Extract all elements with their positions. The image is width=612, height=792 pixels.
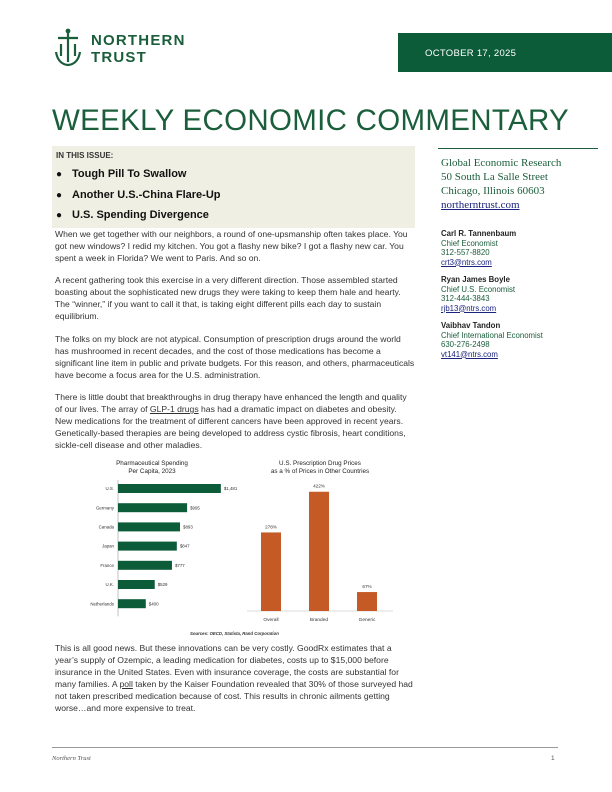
issue-item-label: Tough Pill To Swallow bbox=[72, 168, 187, 180]
data-label: $529 bbox=[157, 582, 168, 588]
logo-text bbox=[91, 32, 186, 66]
bar bbox=[118, 522, 180, 531]
paragraph-text: This is all good news. But these innovations can be very costly. GoodRx estimates that a year’s supply of Ozempic, a leading medication for diabetes, costs up to $15,000 before insurance in the United States. Even with insurance coverage, the costs are substantial for many families. A bbox=[55, 643, 399, 690]
contact-phone: 312-557-8820 bbox=[441, 248, 490, 257]
data-label: $1,481 bbox=[223, 486, 238, 492]
paragraph: A recent gathering took this exercise in a very different direction. Those assembled started boasting about the sophisticated new drugs they were taking to keep them hale and hearty. The “winner,” if you want to call it that, is taking eight different pills each day to sustain equilibrium. bbox=[55, 275, 401, 322]
issue-box bbox=[52, 146, 415, 228]
bar bbox=[118, 561, 172, 570]
bar bbox=[357, 592, 377, 611]
category-label: Japan bbox=[102, 543, 114, 549]
category-label: France bbox=[100, 562, 114, 568]
issue-item[interactable] bbox=[56, 168, 186, 180]
paragraph-text: taken by the Kaiser Foundation revealed that 30% of those surveyed had not taken prescribed medication because of cost. This results in chronic ailments getting worse…and more expensive to treat. bbox=[55, 679, 413, 714]
category-label: U.S. bbox=[105, 486, 114, 492]
contact-name: Carl R. Tannenbaum bbox=[441, 229, 517, 238]
drug-prices-chart bbox=[245, 456, 395, 628]
sidebar-divider bbox=[438, 148, 598, 149]
issue-item-label: Another U.S.-China Flare-Up bbox=[72, 189, 221, 201]
chart-title-line: as a % of Prices in Other Countries bbox=[270, 468, 370, 475]
footer-divider bbox=[52, 747, 558, 748]
website-link[interactable]: northerntrust.com bbox=[441, 199, 520, 211]
data-label: $777 bbox=[174, 562, 185, 568]
paragraph-text: There is little doubt that breakthroughs in drug therapy have enhanced the length and quality of our lives. The array of bbox=[55, 392, 407, 415]
category-label: Generic bbox=[358, 618, 376, 623]
issue-item-label: U.S. Spending Divergence bbox=[72, 209, 209, 221]
data-label: $995 bbox=[190, 505, 200, 511]
paragraph: When we get together with our neighbors, a round of one-upsmanship often takes place. You got new windows? I redid my kitchen. You got a flashy new bike? I got a flashy new car. You spent a week in Florida? We went to Paris. And so on. bbox=[55, 229, 408, 264]
contact-card bbox=[441, 275, 515, 313]
date-banner bbox=[398, 33, 612, 72]
bullet-icon: ● bbox=[56, 210, 63, 221]
org-name: Global Economic Research bbox=[441, 157, 562, 169]
category-label: Overall bbox=[263, 618, 279, 623]
contact-phone: 312-444-3843 bbox=[441, 294, 490, 303]
pharma-spending-chart bbox=[82, 456, 247, 624]
chart-source: Sources: OECD, Statista, Rand Corporation bbox=[190, 631, 279, 636]
contact-title: Chief U.S. Economist bbox=[441, 284, 516, 294]
page-title: WEEKLY ECONOMIC COMMENTARY bbox=[52, 104, 570, 137]
anchor-icon bbox=[52, 28, 84, 70]
data-label: 67% bbox=[362, 584, 372, 590]
bar bbox=[118, 484, 221, 493]
footer-brand: Northern Trust bbox=[52, 755, 91, 762]
category-label: Netherlands bbox=[90, 601, 114, 607]
category-label: Canada bbox=[98, 524, 114, 530]
logo-line2: TRUST bbox=[91, 49, 147, 66]
chart-title-line: U.S. Prescription Drug Prices bbox=[279, 460, 361, 467]
contact-email[interactable]: vt141@ntrs.com bbox=[441, 349, 498, 359]
paragraph bbox=[55, 642, 415, 715]
issue-item[interactable] bbox=[56, 189, 221, 201]
bar bbox=[118, 599, 146, 608]
contact-card bbox=[441, 229, 516, 267]
bullet-icon: ● bbox=[56, 190, 63, 201]
paragraph bbox=[55, 391, 415, 451]
contact-name: Vaibhav Tandon bbox=[441, 321, 501, 330]
contact-phone: 630-276-2498 bbox=[441, 340, 490, 349]
data-label: 278% bbox=[265, 524, 277, 530]
chart-title-line: Pharmaceutical Spending bbox=[116, 460, 188, 467]
contact-title: Chief International Economist bbox=[441, 330, 543, 340]
issue-date: OCTOBER 17, 2025 bbox=[425, 48, 517, 59]
data-label: $400 bbox=[148, 601, 159, 607]
contact-title: Chief Economist bbox=[441, 238, 498, 248]
bar bbox=[261, 532, 281, 611]
paragraph: The folks on my block are not atypical. Consumption of prescription drugs around the world has mushroomed in recent decades, and the cost of those medications has become a significant line item in public and private budgets. For this reason, and others, pharmaceuticals have become a focus area for the U.S. administration. bbox=[55, 334, 415, 381]
data-label: $893 bbox=[183, 524, 193, 530]
issue-item[interactable] bbox=[56, 209, 209, 221]
contact-name: Ryan James Boyle bbox=[441, 275, 510, 284]
issue-heading: IN THIS ISSUE: bbox=[56, 151, 114, 160]
contact-email[interactable]: rjb13@ntrs.com bbox=[441, 303, 497, 313]
bullet-icon: ● bbox=[56, 169, 63, 180]
poll-link[interactable]: poll bbox=[119, 679, 133, 690]
bar bbox=[118, 542, 177, 551]
logo-line1: NORTHERN bbox=[91, 32, 186, 49]
contact-email[interactable]: crt3@ntrs.com bbox=[441, 257, 492, 267]
glp1-link[interactable]: GLP-1 drugs bbox=[149, 404, 199, 415]
page-number: 1 bbox=[551, 755, 555, 762]
bar bbox=[118, 580, 155, 589]
chart-title-line: Per Capita, 2023 bbox=[128, 468, 176, 475]
contact-card bbox=[441, 321, 543, 359]
paragraph-text: has had a dramatic impact on diabetes and obesity. New medications for the treatment of different cancers have been approved in recent years. Genetically-based therapies are being developed to address cystic fibrosis, heart conditions, sickle-cell disease and other maladies. bbox=[55, 404, 406, 451]
category-label: U.K. bbox=[105, 582, 114, 588]
category-label: Branded bbox=[309, 618, 329, 623]
data-label: $847 bbox=[179, 543, 190, 549]
category-label: Germany bbox=[95, 505, 114, 511]
org-street: 50 South La Salle Street bbox=[441, 171, 548, 183]
data-label: 422% bbox=[313, 483, 325, 489]
northern-trust-logo[interactable] bbox=[52, 28, 192, 72]
bar bbox=[309, 492, 329, 611]
bar bbox=[118, 503, 187, 512]
org-city: Chicago, Illinois 60603 bbox=[441, 185, 545, 197]
